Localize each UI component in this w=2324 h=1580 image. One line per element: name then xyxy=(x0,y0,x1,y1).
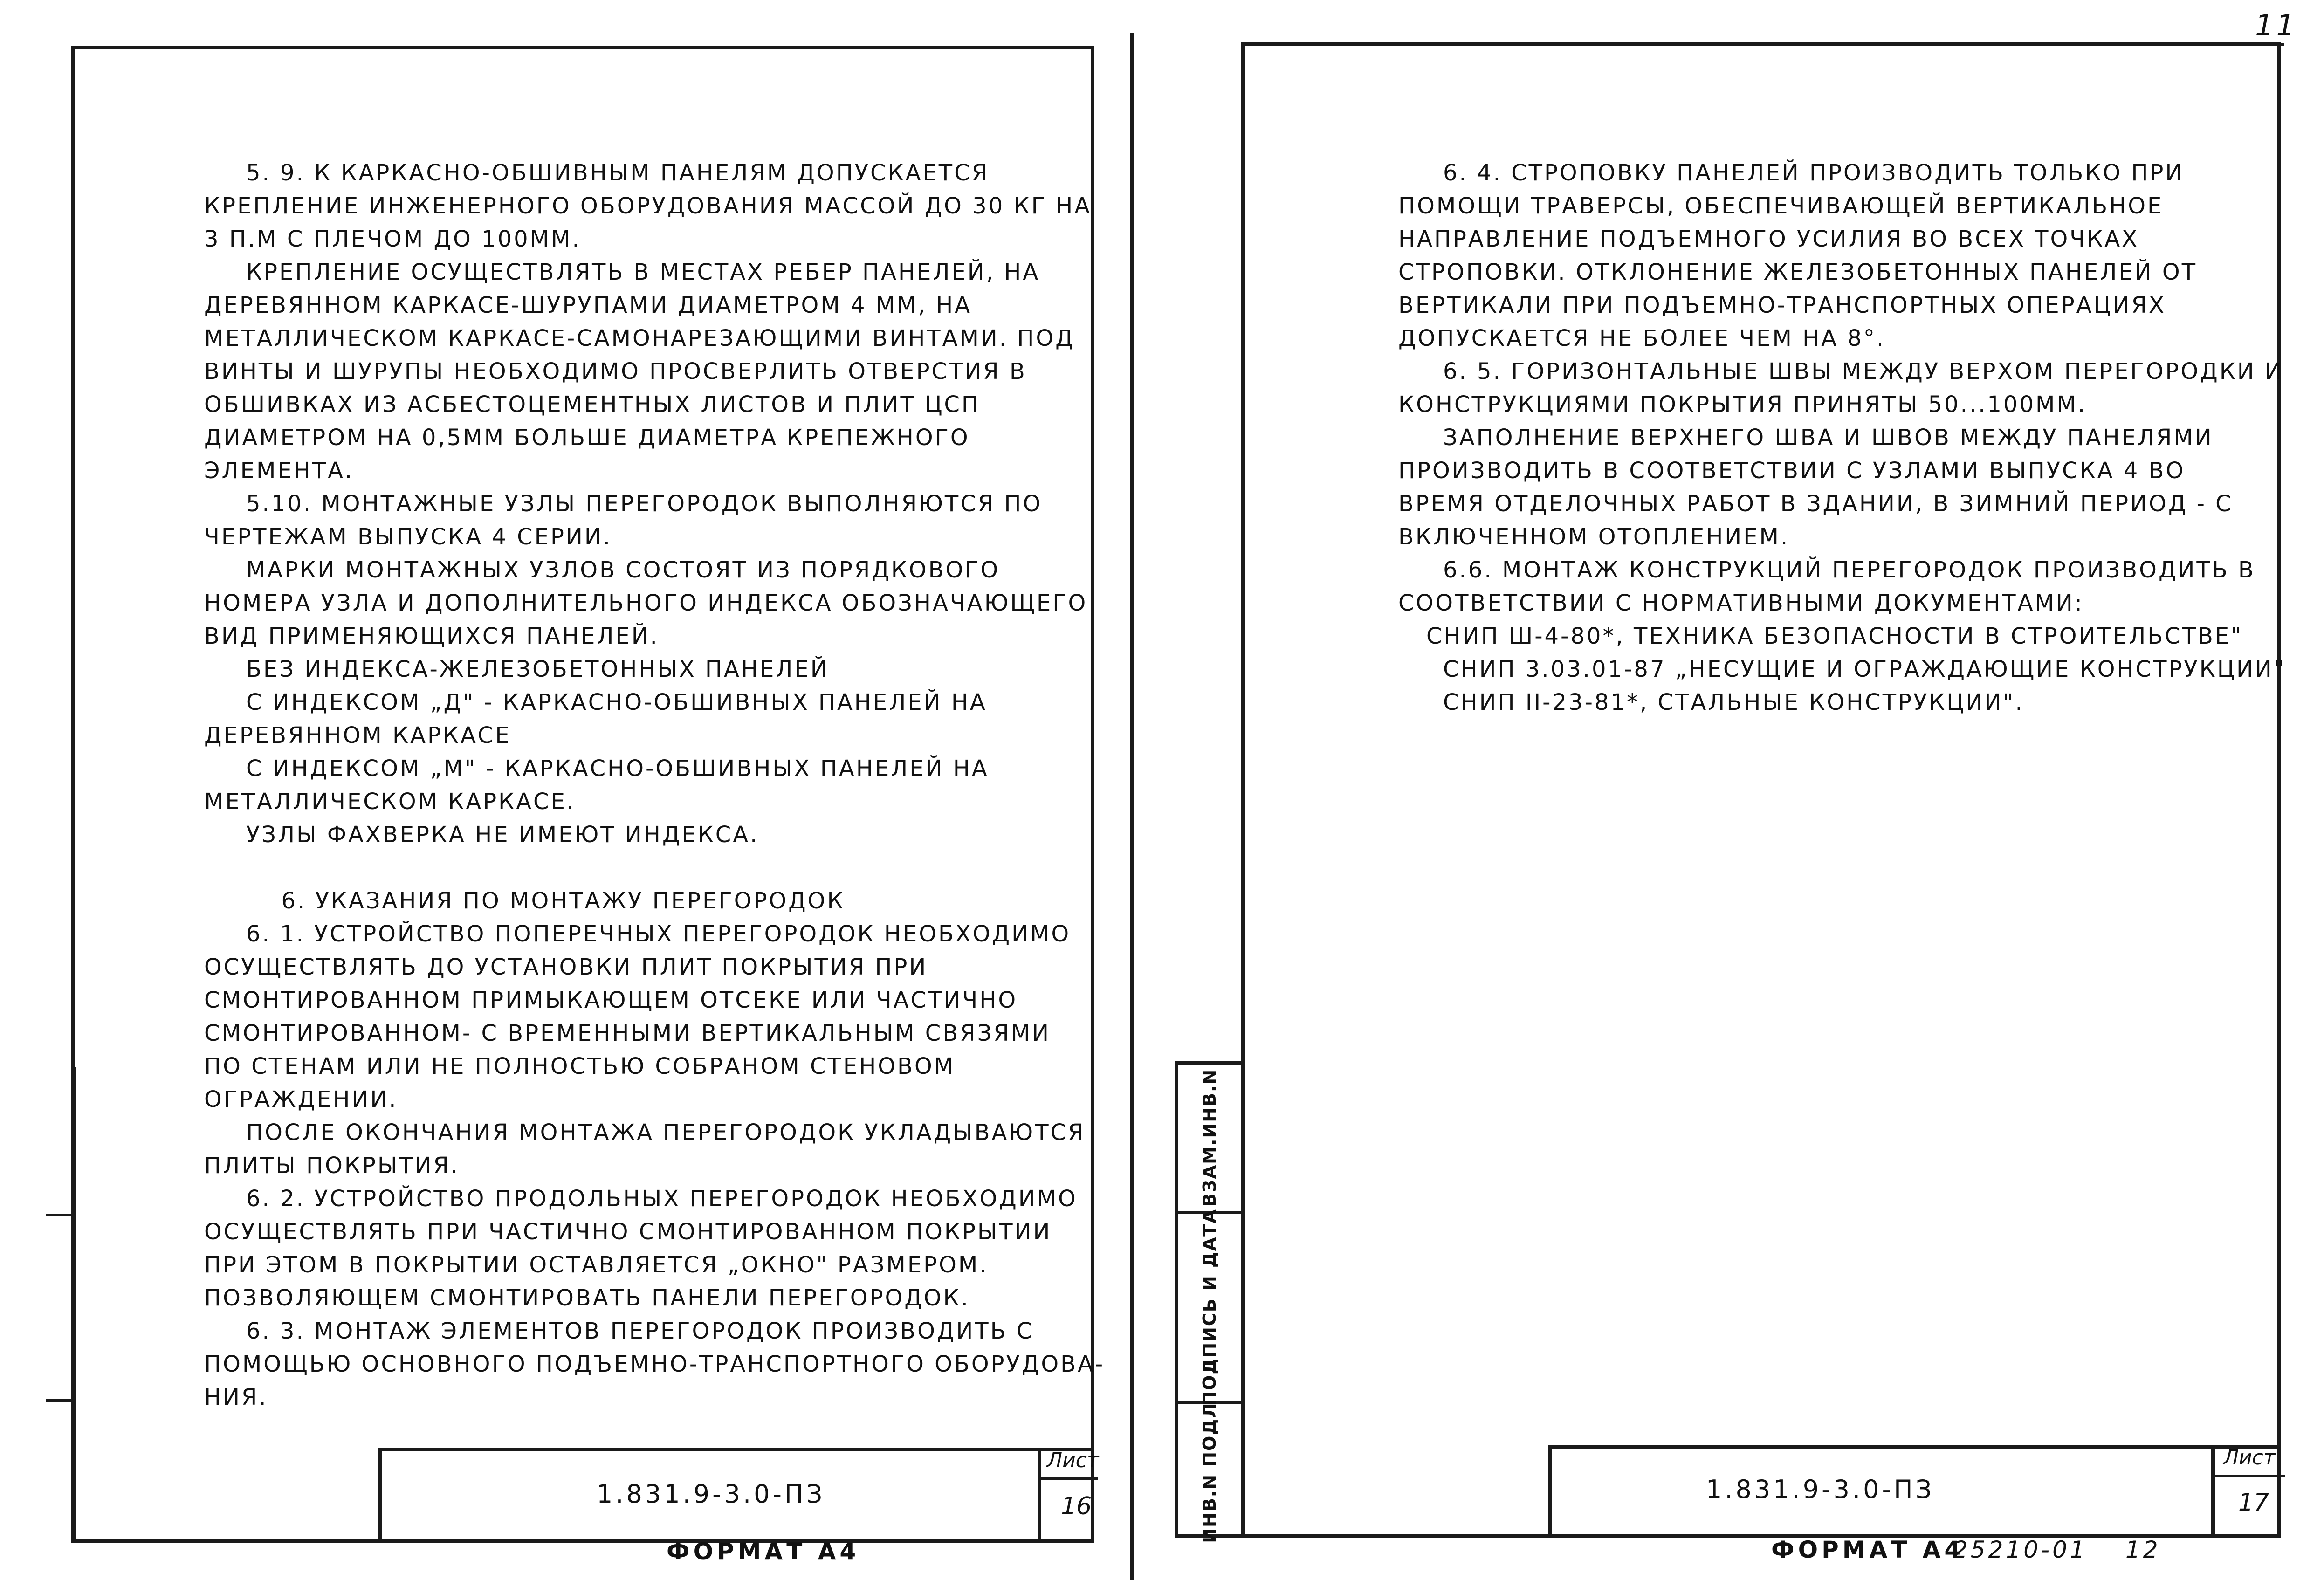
text-line: УЗЛЫ ФАХВЕРКА НЕ ИМЕЮТ ИНДЕКСА. xyxy=(246,822,759,848)
text-line: ВИНТЫ И ШУРУПЫ НЕОБХОДИМО ПРОСВЕРЛИТЬ ОТВЕРСТИЯ В xyxy=(204,358,1027,385)
text-line: СНИП II-23-81*, СТАЛЬНЫЕ КОНСТРУКЦИИ". xyxy=(1443,689,2024,715)
sidebar-label: ИНВ.N ПОДЛ xyxy=(1199,1402,1220,1543)
text-line: СМОНТИРОВАННОМ ПРИМЫКАЮЩЕМ ОТСЕКЕ ИЛИ ЧАСТИЧНО xyxy=(204,987,1018,1013)
text-line: 5.10. МОНТАЖНЫЕ УЗЛЫ ПЕРЕГОРОДОК ВЫПОЛНЯЮТСЯ ПО xyxy=(246,491,1043,517)
document-code: 1.831.9-3.0-ПЗ xyxy=(597,1479,825,1509)
text-line: ВИД ПРИМЕНЯЮЩИХСЯ ПАНЕЛЕЙ. xyxy=(204,623,659,649)
sheet-number: 16 xyxy=(1061,1492,1092,1520)
text-line: 6.6. МОНТАЖ КОНСТРУКЦИЙ ПЕРЕГОРОДОК ПРОИЗВОДИТЬ В xyxy=(1443,557,2255,583)
text-line: 3 П.М С ПЛЕЧОМ ДО 100ММ. xyxy=(204,226,581,252)
left-page-text xyxy=(204,157,1105,1414)
sheet-divider xyxy=(1041,1477,1098,1480)
text-line: КРЕПЛЕНИЕ ИНЖЕНЕРНОГО ОБОРУДОВАНИЯ МАССОЙ ДО 30 КГ НА xyxy=(204,193,1092,219)
order-page-number: 12 xyxy=(2125,1536,2161,1563)
text-line: КРЕПЛЕНИЕ ОСУЩЕСТВЛЯТЬ В МЕСТАХ РЕБЕР ПАНЕЛЕЙ, НА xyxy=(246,259,1040,285)
text-line: 6. 2. УСТРОЙСТВО ПРОДОЛЬНЫХ ПЕРЕГОРОДОК НЕОБХОДИМО xyxy=(246,1186,1078,1212)
text-line: ВКЛЮЧЕННОМ ОТОПЛЕНИЕМ. xyxy=(1398,524,1790,550)
text-line: ПОЗВОЛЯЮЩЕМ СМОНТИРОВАТЬ ПАНЕЛИ ПЕРЕГОРОДОК. xyxy=(204,1285,970,1311)
order-number: 25210-01 xyxy=(1953,1536,2088,1563)
text-line: 6. 3. МОНТАЖ ЭЛЕМЕНТОВ ПЕРЕГОРОДОК ПРОИЗВОДИТЬ С xyxy=(246,1318,1034,1344)
left-binding-cell xyxy=(46,1216,72,1402)
text-line: ВРЕМЯ ОТДЕЛОЧНЫХ РАБОТ В ЗДАНИИ, В ЗИМНИЙ ПЕРИОД - С xyxy=(1398,491,2233,517)
section-heading: 6. УКАЗАНИЯ ПО МОНТАЖУ ПЕРЕГОРОДОК xyxy=(281,888,845,914)
text-line: С ИНДЕКСОМ „М" - КАРКАСНО-ОБШИВНЫХ ПАНЕЛЕЙ НА xyxy=(246,756,989,782)
text-line: МЕТАЛЛИЧЕСКОМ КАРКАСЕ-САМОНАРЕЗАЮЩИМИ ВИНТАМИ. ПОД xyxy=(204,325,1075,351)
text-line: ОСУЩЕСТВЛЯТЬ ДО УСТАНОВКИ ПЛИТ ПОКРЫТИЯ ПРИ xyxy=(204,954,928,980)
text-line xyxy=(204,852,1071,885)
document-code: 1.831.9-3.0-ПЗ xyxy=(1706,1475,1935,1504)
text-line: НОМЕРА УЗЛА И ДОПОЛНИТЕЛЬНОГО ИНДЕКСА ОБОЗНАЧАЮЩЕГО xyxy=(204,590,1088,616)
right-title-block xyxy=(1548,1445,2281,1538)
left-binding-cell xyxy=(46,1067,72,1216)
text-line: СНИП Ш-4-80*, ТЕХНИКА БЕЗОПАСНОСТИ В СТРОИТЕЛЬСТВЕ" xyxy=(1426,623,2243,649)
text-line: ВЕРТИКАЛИ ПРИ ПОДЪЕМНО-ТРАНСПОРТНЫХ ОПЕРАЦИЯХ xyxy=(1398,292,2166,318)
text-line: ЗАПОЛНЕНИЕ ВЕРХНЕГО ШВА И ШВОВ МЕЖДУ ПАНЕЛЯМИ xyxy=(1443,425,2214,451)
left-binding-strip xyxy=(46,1067,76,1543)
text-line: 5. 9. К КАРКАСНО-ОБШИВНЫМ ПАНЕЛЯМ ДОПУСКАЕТСЯ xyxy=(246,160,989,186)
left-title-block xyxy=(378,1448,1099,1543)
sheet-divider xyxy=(2215,1475,2285,1477)
text-line: КОНСТРУКЦИЯМИ ПОКРЫТИЯ ПРИНЯТЫ 50...100ММ. xyxy=(1398,392,2087,418)
sidebar-cell xyxy=(1178,1065,1241,1214)
text-line: С ИНДЕКСОМ „Д" - КАРКАСНО-ОБШИВНЫХ ПАНЕЛЕЙ НА xyxy=(246,689,987,715)
text-line: ПРИ ЭТОМ В ПОКРЫТИИ ОСТАВЛЯЕТСЯ „ОКНО" РАЗМЕРОМ. xyxy=(204,1252,989,1278)
text-line: ОБШИВКАХ ИЗ АСБЕСТОЦЕМЕНТНЫХ ЛИСТОВ И ПЛИТ ЦСП xyxy=(204,392,980,418)
format-label: ФОРМАТ А4 xyxy=(1771,1536,1965,1563)
text-line: ПРОИЗВОДИТЬ В СООТВЕТСТВИИ С УЗЛАМИ ВЫПУСКА 4 ВО xyxy=(1398,458,2186,484)
sidebar-cell xyxy=(1178,1209,1241,1406)
text-line: ЭЛЕМЕНТА. xyxy=(204,458,354,484)
sheet-label: Лист xyxy=(2223,1446,2276,1470)
text-line: ОСУЩЕСТВЛЯТЬ ПРИ ЧАСТИЧНО СМОНТИРОВАННОМ ПОКРЫТИИ xyxy=(204,1219,1052,1245)
text-line: ЧЕРТЕЖАМ ВЫПУСКА 4 СЕРИИ. xyxy=(204,524,612,550)
text-line: ПЛИТЫ ПОКРЫТИЯ. xyxy=(204,1153,460,1179)
sheet-number: 17 xyxy=(2238,1489,2269,1517)
sidebar-label: ПОДПИСЬ И ДАТА xyxy=(1199,1209,1220,1406)
text-line: ПОМОЩЬЮ ОСНОВНОГО ПОДЪЕМНО-ТРАНСПОРТНОГО ОБОРУДОВА- xyxy=(204,1351,1105,1377)
text-line: СМОНТИРОВАННОМ- С ВРЕМЕННЫМИ ВЕРТИКАЛЬНЫМ СВЯЗЯМИ xyxy=(204,1020,1051,1046)
text-line: БЕЗ ИНДЕКСА-ЖЕЛЕЗОБЕТОННЫХ ПАНЕЛЕЙ xyxy=(246,656,829,682)
text-line: НИЯ. xyxy=(204,1384,268,1410)
text-line: МАРКИ МОНТАЖНЫХ УЗЛОВ СОСТОЯТ ИЗ ПОРЯДКОВОГО xyxy=(246,557,1000,583)
text-line: ДОПУСКАЕТСЯ НЕ БОЛЕЕ ЧЕМ НА 8°. xyxy=(1398,325,1886,351)
text-line: СНИП 3.03.01-87 „НЕСУЩИЕ И ОГРАЖДАЮЩИЕ КОНСТРУКЦИИ" xyxy=(1443,656,2286,682)
text-line: ДИАМЕТРОМ НА 0,5ММ БОЛЬШЕ ДИАМЕТРА КРЕПЕЖНОГО xyxy=(204,425,970,451)
text-line: МЕТАЛЛИЧЕСКОМ КАРКАСЕ. xyxy=(204,789,576,815)
text-line: СТРОПОВКИ. ОТКЛОНЕНИЕ ЖЕЛЕЗОБЕТОННЫХ ПАНЕЛЕЙ ОТ xyxy=(1398,259,2198,285)
left-binding-cell xyxy=(46,1402,72,1543)
right-binding-sidebar xyxy=(1175,1061,1245,1543)
text-line: ДЕРЕВЯННОМ КАРКАСЕ xyxy=(204,722,511,749)
text-line: 6. 5. ГОРИЗОНТАЛЬНЫЕ ШВЫ МЕЖДУ ВЕРХОМ ПЕРЕГОРОДКИ И xyxy=(1443,358,2283,385)
text-line: ПО СТЕНАМ ИЛИ НЕ ПОЛНОСТЬЮ СОБРАНОМ СТЕНОВОМ xyxy=(204,1053,956,1079)
sheet-label: Лист xyxy=(1047,1449,1099,1472)
text-line: ПОМОЩИ ТРАВЕРСЫ, ОБЕСПЕЧИВАЮЩЕЙ ВЕРТИКАЛЬНОЕ xyxy=(1398,193,2164,219)
sheet-cell xyxy=(1038,1448,1098,1543)
text-line: СООТВЕТСТВИИ С НОРМАТИВНЫМИ ДОКУМЕНТАМИ: xyxy=(1398,590,2084,616)
text-line: ДЕРЕВЯННОМ КАРКАСЕ-ШУРУПАМИ ДИАМЕТРОМ 4 ММ, НА xyxy=(204,292,972,318)
sidebar-cell xyxy=(1178,1404,1241,1542)
sheet-cell xyxy=(2211,1445,2285,1538)
corner-page-number: 11 xyxy=(2255,8,2297,42)
text-line: 6. 4. СТРОПОВКУ ПАНЕЛЕЙ ПРОИЗВОДИТЬ ТОЛЬКО ПРИ xyxy=(1443,160,2184,186)
spine-line xyxy=(1130,33,1134,1580)
text-line: ПОСЛЕ ОКОНЧАНИЯ МОНТАЖА ПЕРЕГОРОДОК УКЛАДЫВАЮТСЯ xyxy=(246,1120,1086,1146)
sidebar-label: ВЗАМ.ИНВ.N xyxy=(1199,1068,1220,1207)
text-line: НАПРАВЛЕНИЕ ПОДЪЕМНОГО УСИЛИЯ ВО ВСЕХ ТОЧКАХ xyxy=(1398,226,2139,252)
format-label: ФОРМАТ А4 xyxy=(667,1538,860,1565)
text-line: ОГРАЖДЕНИИ. xyxy=(204,1086,398,1113)
text-line: 6. 1. УСТРОЙСТВО ПОПЕРЕЧНЫХ ПЕРЕГОРОДОК НЕОБХОДИМО xyxy=(246,921,1071,947)
right-page-text xyxy=(1398,157,2286,719)
